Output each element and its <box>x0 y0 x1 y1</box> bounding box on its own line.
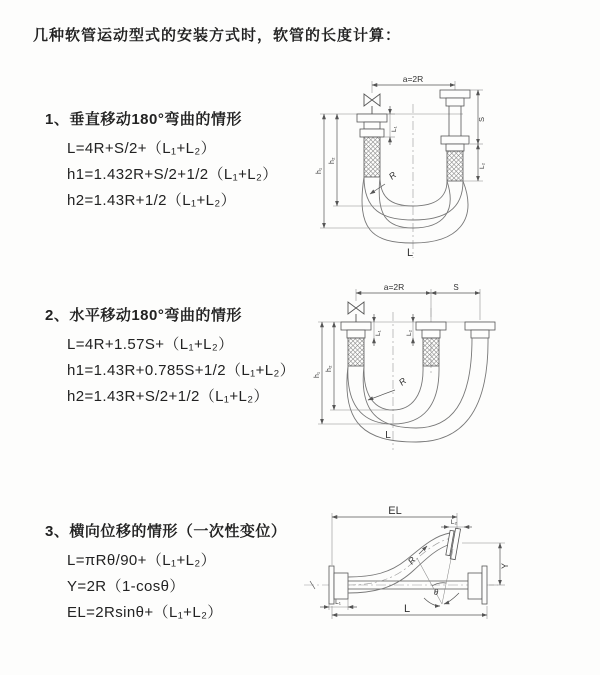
section-2 <box>45 304 295 410</box>
dimension-l1 <box>320 599 357 610</box>
label-l: L <box>385 430 391 441</box>
label-l: L <box>406 247 414 259</box>
label-a2r: a=2R <box>402 74 424 84</box>
braided-hose-section <box>364 137 380 177</box>
label-h1: h₁ <box>316 167 323 174</box>
dimension-l1 <box>384 106 398 145</box>
formula-el: EL=2Rsinθ+（L₁+L₂） <box>67 604 223 621</box>
u-hose-curves <box>347 338 488 442</box>
diagram-horizontal-180-bend <box>308 278 600 460</box>
dimension-l2 <box>463 144 486 181</box>
diagram-vertical-180-bend <box>310 70 595 266</box>
left-fitting <box>341 322 371 366</box>
label-a2r: a=2R <box>383 282 405 292</box>
label-l2: L₂ <box>406 329 413 336</box>
formula-h2: h2=1.43R+1/2（L₁+L₂） <box>67 192 237 209</box>
label-r: R <box>405 554 418 567</box>
radius-callout <box>406 546 427 566</box>
label-l1: L₁ <box>335 599 341 606</box>
radius-callout <box>368 375 409 400</box>
section-2-formulas <box>67 332 295 410</box>
label-l2: L₂ <box>450 519 458 526</box>
label-l1: L₁ <box>375 330 382 336</box>
valve-icon <box>364 94 380 114</box>
formula-h1: h1=1.432R+S/2+1/2（L₁+L₂） <box>67 166 278 183</box>
label-s: S <box>453 283 459 292</box>
label-l2: L₂ <box>479 162 486 169</box>
label-l: L <box>403 603 411 615</box>
section-1-heading: 1、垂直移动180°弯曲的情形 <box>45 111 242 128</box>
right-fitting <box>468 566 487 604</box>
label-r: R <box>386 169 399 182</box>
braided-hose-section <box>423 338 439 366</box>
dimension-l <box>332 603 487 619</box>
right-fitting <box>465 322 495 338</box>
label-h1: h₁ <box>314 371 321 378</box>
formula-l: L=4R+S/2+（L₁+L₂） <box>67 140 217 157</box>
left-fitting <box>357 114 387 177</box>
dimension-l1 <box>374 314 382 346</box>
section-3-formulas <box>67 548 286 626</box>
formula-l: L=πRθ/90+（L₁+L₂） <box>67 552 216 569</box>
diagram-lateral-displacement <box>300 503 600 661</box>
formula-y: Y=2R（1-cosθ） <box>67 578 185 595</box>
dimension-a2r <box>356 282 480 320</box>
section-3-heading: 3、横向位移的情形（一次性变位） <box>45 523 287 540</box>
page-title: 几种软管运动型式的安装方式时，软管的长度计算： <box>33 27 402 44</box>
braided-hose-section <box>447 151 463 181</box>
u-hose-curves <box>362 177 468 243</box>
label-s: S <box>477 116 486 122</box>
dimension-s <box>470 90 486 144</box>
upper-flange <box>445 527 460 559</box>
formula-h1: h1=1.43R+0.785S+1/2（L₁+L₂） <box>67 362 296 379</box>
braided-hose-section <box>348 338 364 366</box>
section-2-heading: 2、水平移动180°弯曲的情形 <box>45 307 242 324</box>
label-y: Y <box>500 562 510 569</box>
formula-h2: h2=1.43R+S/2+1/2（L₁+L₂） <box>67 388 269 405</box>
dimension-l2 <box>441 519 472 527</box>
valve-icon <box>348 302 364 322</box>
section-3 <box>45 520 286 626</box>
label-h2: h₂ <box>326 365 333 372</box>
dimension-l2 <box>406 314 413 346</box>
label-theta: θ <box>433 588 439 597</box>
label-r: R <box>396 375 409 388</box>
section-1 <box>45 108 278 214</box>
label-el: EL <box>388 505 402 517</box>
label-l1: L₁ <box>391 126 398 132</box>
dimension-s <box>431 283 480 293</box>
middle-fitting <box>416 322 446 366</box>
right-fitting <box>440 90 470 181</box>
formula-l: L=4R+1.57S+（L₁+L₂） <box>67 336 234 353</box>
label-h2: h₂ <box>329 157 336 164</box>
section-1-formulas <box>67 136 278 214</box>
dimension-el <box>332 505 457 565</box>
